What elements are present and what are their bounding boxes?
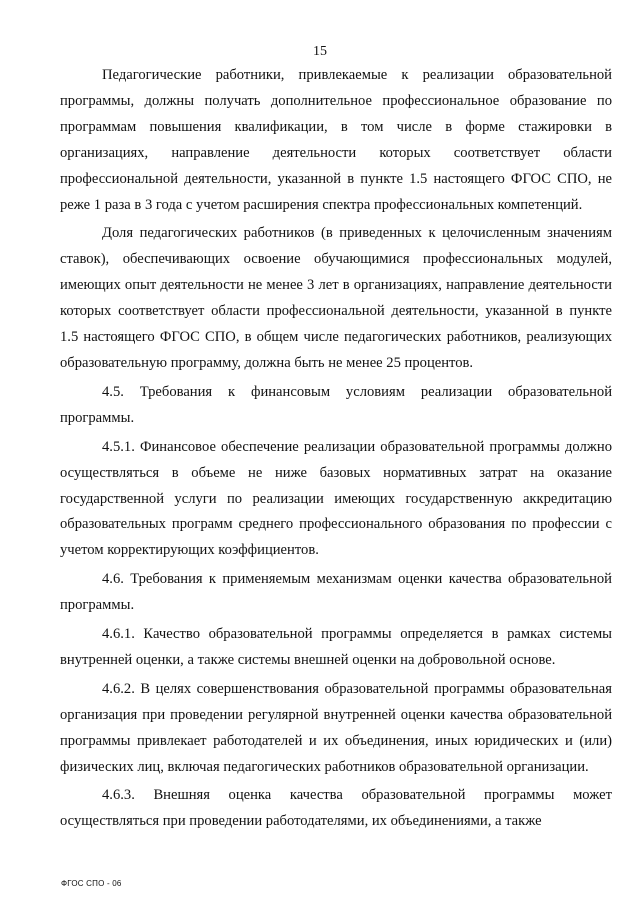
paragraph-teacher-share: Доля педагогических работников (в приведенных к целочисленным значениям ставок), обеспечивающих освоение обучающимися профессиональных модулей, имеющих опыт деятельности не менее 3 лет в организациях, направление деятельности которых соответствует области профессиональной деятельности, указанной в пункте 1.5 настоящего ФГОС СПО, в общем числе педагогических работников, реализующих образовательную программу, должна быть не менее 25 процентов. [60,225,612,371]
document-body [60,63,612,838]
paragraph-teacher-training: Педагогические работники, привлекаемые к реализации образовательной программы, должны получать дополнительное профессиональное образование по программам повышения квалификации, в том числе в форме стажировки в организациях, направление деятельности которых соответствует области профессиональной деятельности, указанной в пункте 1.5 настоящего ФГОС СПО, не реже 1 раза в 3 года с учетом расширения спектра профессиональных компетенций. [60,67,612,213]
section-heading-4-5: 4.5. Требования к финансовым условиям реализации образовательной программы. [60,383,612,426]
page-number: 15 [313,44,327,59]
footer-doc-code: ФГОС СПО - 06 [61,879,122,888]
paragraph-4-6-3: 4.6.3. Внешняя оценка качества образовательной программы может осуществляться при проведении работодателями, их объединениями, а также [60,787,612,830]
section-heading-4-6: 4.6. Требования к применяемым механизмам оценки качества образовательной программы. [60,571,612,614]
paragraph-4-6-2: 4.6.2. В целях совершенствования образовательной программы образовательная организация при проведении регулярной внутренней оценки качества образовательной программы привлекает работодателей и их объединения, иных юридических и (или) физических лиц, включая педагогических работников образовательной организации. [60,680,612,775]
paragraph-4-5-1: 4.5.1. Финансовое обеспечение реализации образовательной программы должно осуществляться в объеме не ниже базовых нормативных затрат на оказание государственной услуги по реализации имеющих государственную аккредитацию образовательных программ среднего профессионального образования по профессии с учетом корректирующих коэффициентов. [60,438,612,559]
paragraph-4-6-1: 4.6.1. Качество образовательной программы определяется в рамках системы внутренней оценки, а также системы внешней оценки на добровольной основе. [60,626,612,668]
